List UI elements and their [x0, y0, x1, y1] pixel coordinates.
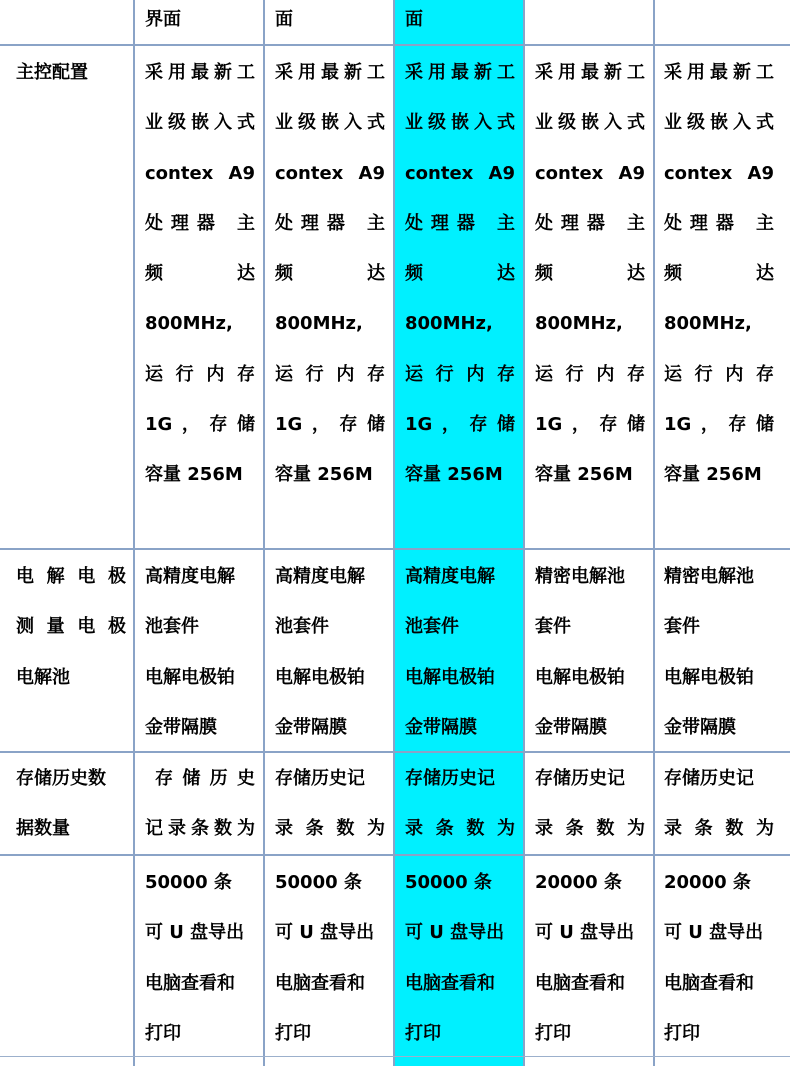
- table-cell: 精密电解池 套件 电解电极铂 金带隔膜: [535, 566, 625, 738]
- table-cell: 采用最新工 业级嵌入式 contex A9 处理器 主 频 达 800MHz, 运行内存 1G，存储 容量 256M: [405, 62, 515, 486]
- column-divider: [653, 0, 655, 1066]
- table-cell: 精密电解池 套件 电解电极铂 金带隔膜: [664, 566, 754, 738]
- table-cell: 高精度电解 池套件 电解电极铂 金带隔膜: [145, 566, 235, 738]
- header-cell: [16, 0, 126, 45]
- table-cell: 20000 条 可 U 盘导出 电脑查看和 打印: [664, 872, 764, 1044]
- header-cell: [535, 0, 645, 45]
- column-divider: [523, 0, 525, 1066]
- table-cell: 50000 条 可 U 盘导出 电脑查看和 打印: [275, 872, 375, 1044]
- table-cell: 50000 条 可 U 盘导出 电脑查看和 打印: [145, 872, 245, 1044]
- table-cell: 高精度电解 池套件 电解电极铂 金带隔膜: [405, 566, 495, 738]
- row-label-main-control: 主控配置: [16, 62, 88, 83]
- table-cell: 采用最新工 业级嵌入式 contex A9 处理器 主 频 达 800MHz, 运行内存 1G，存储 容量 256M: [145, 62, 255, 486]
- table-cell: 存储历史 记录条数为: [145, 768, 255, 840]
- column-divider: [393, 0, 395, 1066]
- table-cell: 20000 条 可 U 盘导出 电脑查看和 打印: [535, 872, 635, 1044]
- table-cell: 高精度电解 池套件 电解电极铂 金带隔膜: [275, 566, 365, 738]
- row-label-electrode: 电解电极 测量电极 电解池: [16, 566, 126, 688]
- header-cell: [664, 0, 774, 45]
- column-divider: [263, 0, 265, 1066]
- table-cell: 采用最新工 业级嵌入式 contex A9 处理器 主 频 达 800MHz, 运行内存 1G，存储 容量 256M: [664, 62, 774, 486]
- table-cell: 50000 条 可 U 盘导出 电脑查看和 打印: [405, 872, 505, 1044]
- table-cell: 采用最新工 业级嵌入式 contex A9 处理器 主 频 达 800MHz, 运行内存 1G，存储 容量 256M: [275, 62, 385, 486]
- row-divider: [0, 548, 790, 550]
- header-cell: 面: [275, 9, 293, 30]
- column-divider: [133, 0, 135, 1066]
- table-cell: 存储历史记 录条数为: [664, 768, 774, 840]
- row-label-history: 存储历史数 据数量: [16, 768, 106, 840]
- table-cell: 存储历史记 录条数为: [275, 768, 385, 840]
- table-cell: 存储历史记 录条数为: [405, 768, 515, 840]
- table-cell: 存储历史记 录条数为: [535, 768, 645, 840]
- table-cell: 采用最新工 业级嵌入式 contex A9 处理器 主 频 达 800MHz, 运行内存 1G，存储 容量 256M: [535, 62, 645, 486]
- header-cell: 面: [405, 9, 423, 30]
- header-cell: 界面: [145, 9, 181, 30]
